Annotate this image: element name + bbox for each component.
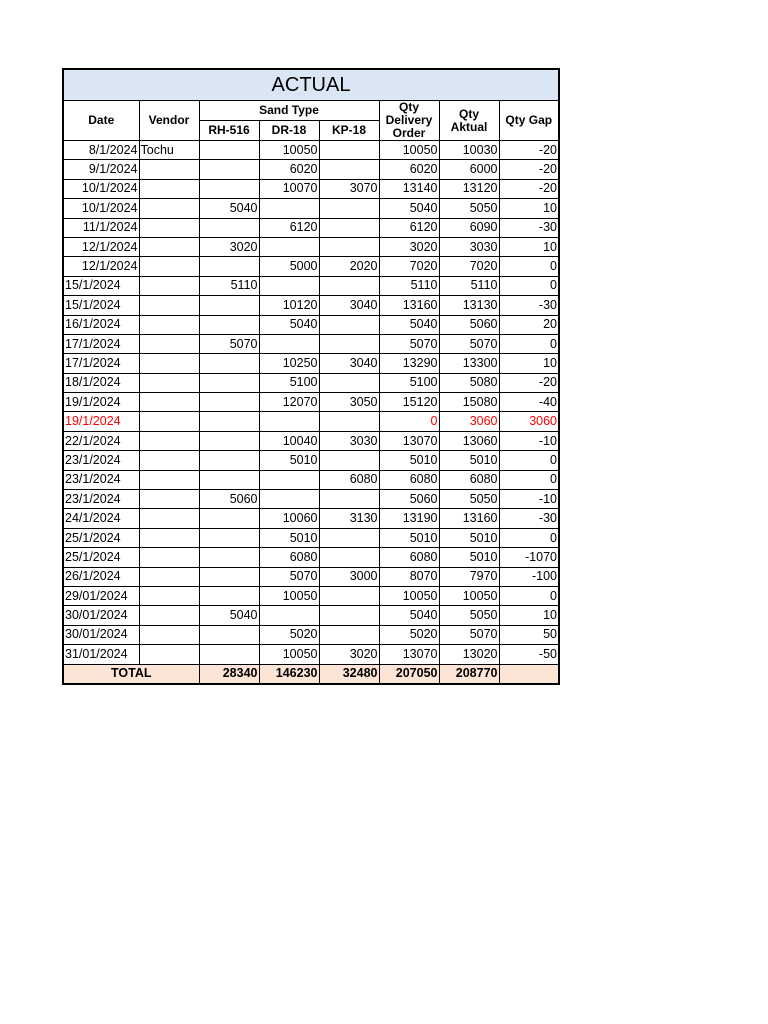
cell-dr-18[interactable]: [259, 237, 319, 256]
cell-qty-delivery-order[interactable]: 5040: [379, 606, 439, 625]
cell-dr-18[interactable]: 6080: [259, 548, 319, 567]
cell-date[interactable]: 17/1/2024: [63, 334, 139, 353]
cell-date[interactable]: 8/1/2024: [63, 141, 139, 160]
cell-qty-gap[interactable]: 20: [499, 315, 559, 334]
cell-qty-aktual[interactable]: 5010: [439, 548, 499, 567]
cell-rh-516[interactable]: 5110: [199, 276, 259, 295]
actual-table: [62, 68, 560, 685]
cell-qty-gap[interactable]: -30: [499, 218, 559, 237]
cell-date[interactable]: 9/1/2024: [63, 160, 139, 179]
cell-kp-18[interactable]: [319, 451, 379, 470]
cell-kp-18[interactable]: 3020: [319, 645, 379, 664]
cell-kp-18[interactable]: [319, 315, 379, 334]
cell-vendor[interactable]: [139, 218, 199, 237]
cell-qty-aktual[interactable]: 13020: [439, 645, 499, 664]
cell-vendor[interactable]: [139, 160, 199, 179]
cell-vendor[interactable]: [139, 412, 199, 431]
table-row: [63, 276, 559, 295]
header-sand-type[interactable]: Sand Type: [199, 101, 379, 121]
cell-dr-18[interactable]: 5070: [259, 567, 319, 586]
cell-vendor[interactable]: [139, 393, 199, 412]
cell-dr-18[interactable]: 10060: [259, 509, 319, 528]
cell-qty-aktual[interactable]: 5050: [439, 490, 499, 509]
cell-rh-516[interactable]: [199, 625, 259, 644]
table-row: [63, 218, 559, 237]
cell-rh-516[interactable]: [199, 257, 259, 276]
cell-rh-516[interactable]: [199, 509, 259, 528]
cell-dr-18[interactable]: 5010: [259, 528, 319, 547]
cell-kp-18[interactable]: 3130: [319, 509, 379, 528]
cell-qty-delivery-order[interactable]: 13190: [379, 509, 439, 528]
cell-dr-18[interactable]: 10070: [259, 179, 319, 198]
header-qty-aktual[interactable]: Qty Aktual: [439, 101, 499, 141]
cell-dr-18[interactable]: [259, 276, 319, 295]
cell-date[interactable]: 25/1/2024: [63, 528, 139, 547]
cell-kp-18[interactable]: [319, 141, 379, 160]
cell-kp-18[interactable]: [319, 199, 379, 218]
cell-vendor[interactable]: [139, 606, 199, 625]
cell-rh-516[interactable]: [199, 373, 259, 392]
table-row: [63, 179, 559, 198]
total-qty-delivery-order[interactable]: 207050: [379, 664, 439, 684]
cell-vendor[interactable]: [139, 645, 199, 664]
cell-dr-18[interactable]: 5010: [259, 451, 319, 470]
cell-qty-aktual[interactable]: 6090: [439, 218, 499, 237]
cell-rh-516[interactable]: [199, 470, 259, 489]
cell-kp-18[interactable]: [319, 334, 379, 353]
cell-qty-gap[interactable]: -10: [499, 431, 559, 450]
cell-qty-gap[interactable]: 0: [499, 257, 559, 276]
cell-rh-516[interactable]: [199, 412, 259, 431]
cell-dr-18[interactable]: 12070: [259, 393, 319, 412]
cell-dr-18[interactable]: 5100: [259, 373, 319, 392]
cell-qty-delivery-order[interactable]: 0: [379, 412, 439, 431]
cell-qty-aktual[interactable]: 13160: [439, 509, 499, 528]
table-row: [63, 645, 559, 664]
cell-dr-18[interactable]: 6120: [259, 218, 319, 237]
cell-qty-delivery-order[interactable]: 5040: [379, 199, 439, 218]
cell-dr-18[interactable]: 10120: [259, 296, 319, 315]
cell-rh-516[interactable]: 3020: [199, 237, 259, 256]
table-row: [63, 470, 559, 489]
cell-qty-gap[interactable]: 0: [499, 276, 559, 295]
table-row: [63, 548, 559, 567]
cell-qty-delivery-order[interactable]: 13140: [379, 179, 439, 198]
cell-qty-aktual[interactable]: 15080: [439, 393, 499, 412]
cell-qty-aktual[interactable]: 10030: [439, 141, 499, 160]
header-rh-516[interactable]: RH-516: [199, 121, 259, 141]
cell-qty-gap[interactable]: 0: [499, 586, 559, 605]
cell-rh-516[interactable]: [199, 354, 259, 373]
cell-rh-516[interactable]: [199, 528, 259, 547]
cell-date[interactable]: 30/01/2024: [63, 606, 139, 625]
cell-kp-18[interactable]: [319, 218, 379, 237]
table-row: [63, 373, 559, 392]
cell-date[interactable]: 31/01/2024: [63, 645, 139, 664]
total-dr-18[interactable]: 146230: [259, 664, 319, 684]
cell-qty-gap[interactable]: 0: [499, 334, 559, 353]
cell-vendor[interactable]: [139, 470, 199, 489]
cell-dr-18[interactable]: 5020: [259, 625, 319, 644]
cell-date[interactable]: 25/1/2024: [63, 548, 139, 567]
cell-date[interactable]: 23/1/2024: [63, 451, 139, 470]
table-row: [63, 141, 559, 160]
cell-rh-516[interactable]: 5060: [199, 490, 259, 509]
cell-date[interactable]: 10/1/2024: [63, 199, 139, 218]
cell-qty-aktual[interactable]: 5080: [439, 373, 499, 392]
cell-vendor[interactable]: [139, 586, 199, 605]
table-row: [63, 257, 559, 276]
cell-vendor[interactable]: [139, 431, 199, 450]
cell-qty-gap[interactable]: 0: [499, 528, 559, 547]
cell-dr-18[interactable]: [259, 334, 319, 353]
cell-kp-18[interactable]: 3040: [319, 354, 379, 373]
cell-date[interactable]: 17/1/2024: [63, 354, 139, 373]
cell-qty-delivery-order[interactable]: 13070: [379, 645, 439, 664]
table-row: [63, 160, 559, 179]
cell-qty-gap[interactable]: -20: [499, 373, 559, 392]
cell-kp-18[interactable]: [319, 237, 379, 256]
table-title: ACTUAL: [63, 69, 559, 101]
cell-qty-delivery-order[interactable]: 6120: [379, 218, 439, 237]
cell-date[interactable]: 29/01/2024: [63, 586, 139, 605]
cell-vendor[interactable]: [139, 373, 199, 392]
cell-rh-516[interactable]: [199, 548, 259, 567]
cell-qty-aktual[interactable]: 10050: [439, 586, 499, 605]
cell-dr-18[interactable]: 5000: [259, 257, 319, 276]
cell-rh-516[interactable]: [199, 179, 259, 198]
table-row: [63, 393, 559, 412]
cell-kp-18[interactable]: [319, 490, 379, 509]
cell-dr-18[interactable]: 6020: [259, 160, 319, 179]
cell-qty-gap[interactable]: -1070: [499, 548, 559, 567]
cell-qty-gap[interactable]: 3060: [499, 412, 559, 431]
cell-rh-516[interactable]: [199, 586, 259, 605]
cell-qty-delivery-order[interactable]: 13070: [379, 431, 439, 450]
table-row: [63, 606, 559, 625]
cell-qty-gap[interactable]: -30: [499, 509, 559, 528]
cell-rh-516[interactable]: [199, 315, 259, 334]
cell-vendor[interactable]: [139, 490, 199, 509]
cell-qty-gap[interactable]: 10: [499, 354, 559, 373]
cell-dr-18[interactable]: 5040: [259, 315, 319, 334]
cell-date[interactable]: 19/1/2024: [63, 412, 139, 431]
cell-qty-gap[interactable]: 0: [499, 451, 559, 470]
total-label[interactable]: TOTAL: [63, 664, 199, 684]
cell-qty-aktual[interactable]: 5060: [439, 315, 499, 334]
cell-vendor[interactable]: [139, 567, 199, 586]
cell-vendor[interactable]: Tochu: [139, 141, 199, 160]
table-row: [63, 199, 559, 218]
cell-qty-delivery-order[interactable]: 5100: [379, 373, 439, 392]
table-row: [63, 354, 559, 373]
cell-rh-516[interactable]: [199, 431, 259, 450]
cell-date[interactable]: 10/1/2024: [63, 179, 139, 198]
cell-date[interactable]: 11/1/2024: [63, 218, 139, 237]
cell-kp-18[interactable]: 3040: [319, 296, 379, 315]
cell-dr-18[interactable]: 10250: [259, 354, 319, 373]
cell-qty-delivery-order[interactable]: 10050: [379, 586, 439, 605]
cell-rh-516[interactable]: [199, 141, 259, 160]
cell-kp-18[interactable]: 6080: [319, 470, 379, 489]
cell-qty-delivery-order[interactable]: 5110: [379, 276, 439, 295]
cell-qty-gap[interactable]: 10: [499, 606, 559, 625]
cell-vendor[interactable]: [139, 179, 199, 198]
cell-vendor[interactable]: [139, 257, 199, 276]
table-row: [63, 625, 559, 644]
cell-dr-18[interactable]: [259, 199, 319, 218]
cell-qty-aktual[interactable]: 13120: [439, 179, 499, 198]
cell-qty-delivery-order[interactable]: 5010: [379, 451, 439, 470]
cell-rh-516[interactable]: [199, 645, 259, 664]
cell-dr-18[interactable]: 10040: [259, 431, 319, 450]
cell-date[interactable]: 26/1/2024: [63, 567, 139, 586]
cell-qty-delivery-order[interactable]: 10050: [379, 141, 439, 160]
cell-dr-18[interactable]: 10050: [259, 141, 319, 160]
cell-qty-delivery-order[interactable]: 5020: [379, 625, 439, 644]
cell-vendor[interactable]: [139, 237, 199, 256]
cell-vendor[interactable]: [139, 509, 199, 528]
cell-kp-18[interactable]: 3030: [319, 431, 379, 450]
cell-vendor[interactable]: [139, 199, 199, 218]
cell-vendor[interactable]: [139, 315, 199, 334]
cell-qty-delivery-order[interactable]: 6080: [379, 470, 439, 489]
total-row: [63, 664, 559, 684]
cell-date[interactable]: 15/1/2024: [63, 276, 139, 295]
cell-dr-18[interactable]: 10050: [259, 586, 319, 605]
cell-qty-aktual[interactable]: 7970: [439, 567, 499, 586]
header-dr-18[interactable]: DR-18: [259, 121, 319, 141]
cell-vendor[interactable]: [139, 296, 199, 315]
cell-qty-gap[interactable]: 50: [499, 625, 559, 644]
cell-date[interactable]: 18/1/2024: [63, 373, 139, 392]
cell-rh-516[interactable]: [199, 451, 259, 470]
header-kp-18[interactable]: KP-18: [319, 121, 379, 141]
cell-date[interactable]: 23/1/2024: [63, 490, 139, 509]
total-qty-aktual[interactable]: 208770: [439, 664, 499, 684]
cell-kp-18[interactable]: [319, 412, 379, 431]
cell-date[interactable]: 15/1/2024: [63, 296, 139, 315]
cell-qty-aktual[interactable]: 3030: [439, 237, 499, 256]
cell-date[interactable]: 12/1/2024: [63, 237, 139, 256]
cell-date[interactable]: 23/1/2024: [63, 470, 139, 489]
cell-qty-gap[interactable]: 10: [499, 199, 559, 218]
cell-qty-aktual[interactable]: 3060: [439, 412, 499, 431]
cell-qty-gap[interactable]: 10: [499, 237, 559, 256]
cell-qty-delivery-order[interactable]: 7020: [379, 257, 439, 276]
cell-qty-delivery-order[interactable]: 13160: [379, 296, 439, 315]
cell-vendor[interactable]: [139, 625, 199, 644]
cell-qty-delivery-order[interactable]: 13290: [379, 354, 439, 373]
cell-qty-aktual[interactable]: 13060: [439, 431, 499, 450]
cell-kp-18[interactable]: [319, 276, 379, 295]
cell-qty-delivery-order[interactable]: 3020: [379, 237, 439, 256]
cell-date[interactable]: 19/1/2024: [63, 393, 139, 412]
header-qty-delivery-order[interactable]: Qty Delivery Order: [379, 101, 439, 141]
cell-date[interactable]: 16/1/2024: [63, 315, 139, 334]
cell-rh-516[interactable]: [199, 296, 259, 315]
cell-rh-516[interactable]: [199, 567, 259, 586]
cell-qty-delivery-order[interactable]: 15120: [379, 393, 439, 412]
table-row: [63, 412, 559, 431]
cell-vendor[interactable]: [139, 548, 199, 567]
cell-qty-aktual[interactable]: 5010: [439, 451, 499, 470]
cell-kp-18[interactable]: [319, 625, 379, 644]
cell-dr-18[interactable]: [259, 412, 319, 431]
cell-qty-gap[interactable]: 0: [499, 470, 559, 489]
total-kp-18[interactable]: 32480: [319, 664, 379, 684]
cell-kp-18[interactable]: [319, 606, 379, 625]
cell-qty-gap[interactable]: -10: [499, 490, 559, 509]
cell-kp-18[interactable]: 3000: [319, 567, 379, 586]
cell-qty-aktual[interactable]: 13130: [439, 296, 499, 315]
cell-vendor[interactable]: [139, 334, 199, 353]
cell-kp-18[interactable]: [319, 160, 379, 179]
cell-rh-516[interactable]: [199, 160, 259, 179]
cell-qty-aktual[interactable]: 5050: [439, 606, 499, 625]
cell-vendor[interactable]: [139, 528, 199, 547]
cell-kp-18[interactable]: 3050: [319, 393, 379, 412]
table-body: [63, 141, 559, 665]
total-qty-gap[interactable]: [499, 664, 559, 684]
cell-rh-516[interactable]: [199, 393, 259, 412]
cell-qty-delivery-order[interactable]: 5070: [379, 334, 439, 353]
cell-qty-aktual[interactable]: 5070: [439, 625, 499, 644]
cell-qty-aktual[interactable]: 6080: [439, 470, 499, 489]
total-rh-516[interactable]: 28340: [199, 664, 259, 684]
cell-kp-18[interactable]: [319, 586, 379, 605]
cell-date[interactable]: 22/1/2024: [63, 431, 139, 450]
cell-qty-gap[interactable]: -20: [499, 141, 559, 160]
table-row: [63, 586, 559, 605]
cell-rh-516[interactable]: [199, 218, 259, 237]
cell-qty-delivery-order[interactable]: 8070: [379, 567, 439, 586]
cell-date[interactable]: 12/1/2024: [63, 257, 139, 276]
cell-qty-aktual[interactable]: 5070: [439, 334, 499, 353]
cell-qty-aktual[interactable]: 5110: [439, 276, 499, 295]
table-row: [63, 567, 559, 586]
cell-qty-aktual[interactable]: 13300: [439, 354, 499, 373]
cell-qty-aktual[interactable]: 5050: [439, 199, 499, 218]
cell-dr-18[interactable]: [259, 606, 319, 625]
header-vendor[interactable]: Vendor: [139, 101, 199, 141]
cell-kp-18[interactable]: [319, 548, 379, 567]
cell-vendor[interactable]: [139, 354, 199, 373]
header-qty-gap[interactable]: Qty Gap: [499, 101, 559, 141]
cell-kp-18[interactable]: [319, 528, 379, 547]
cell-qty-gap[interactable]: -40: [499, 393, 559, 412]
cell-qty-delivery-order[interactable]: 5010: [379, 528, 439, 547]
cell-rh-516[interactable]: 5040: [199, 199, 259, 218]
cell-rh-516[interactable]: 5070: [199, 334, 259, 353]
cell-vendor[interactable]: [139, 451, 199, 470]
cell-qty-delivery-order[interactable]: 5040: [379, 315, 439, 334]
table-row: [63, 431, 559, 450]
header-date[interactable]: Date: [63, 101, 139, 141]
cell-dr-18[interactable]: 10050: [259, 645, 319, 664]
table-row: [63, 237, 559, 256]
cell-dr-18[interactable]: [259, 490, 319, 509]
cell-qty-aktual[interactable]: 7020: [439, 257, 499, 276]
cell-dr-18[interactable]: [259, 470, 319, 489]
cell-qty-aktual[interactable]: 6000: [439, 160, 499, 179]
cell-vendor[interactable]: [139, 276, 199, 295]
table-row: [63, 296, 559, 315]
cell-qty-gap[interactable]: -30: [499, 296, 559, 315]
cell-kp-18[interactable]: 3070: [319, 179, 379, 198]
cell-kp-18[interactable]: 2020: [319, 257, 379, 276]
cell-qty-gap[interactable]: -100: [499, 567, 559, 586]
cell-rh-516[interactable]: 5040: [199, 606, 259, 625]
table-row: [63, 334, 559, 353]
table-row: [63, 315, 559, 334]
cell-date[interactable]: 24/1/2024: [63, 509, 139, 528]
table-row: [63, 451, 559, 470]
cell-qty-delivery-order[interactable]: 6080: [379, 548, 439, 567]
cell-qty-aktual[interactable]: 5010: [439, 528, 499, 547]
cell-qty-delivery-order[interactable]: 6020: [379, 160, 439, 179]
table-row: [63, 528, 559, 547]
cell-qty-gap[interactable]: -20: [499, 179, 559, 198]
cell-qty-gap[interactable]: -50: [499, 645, 559, 664]
table-row: [63, 490, 559, 509]
table-row: [63, 509, 559, 528]
cell-date[interactable]: 30/01/2024: [63, 625, 139, 644]
cell-qty-gap[interactable]: -20: [499, 160, 559, 179]
cell-kp-18[interactable]: [319, 373, 379, 392]
cell-qty-delivery-order[interactable]: 5060: [379, 490, 439, 509]
